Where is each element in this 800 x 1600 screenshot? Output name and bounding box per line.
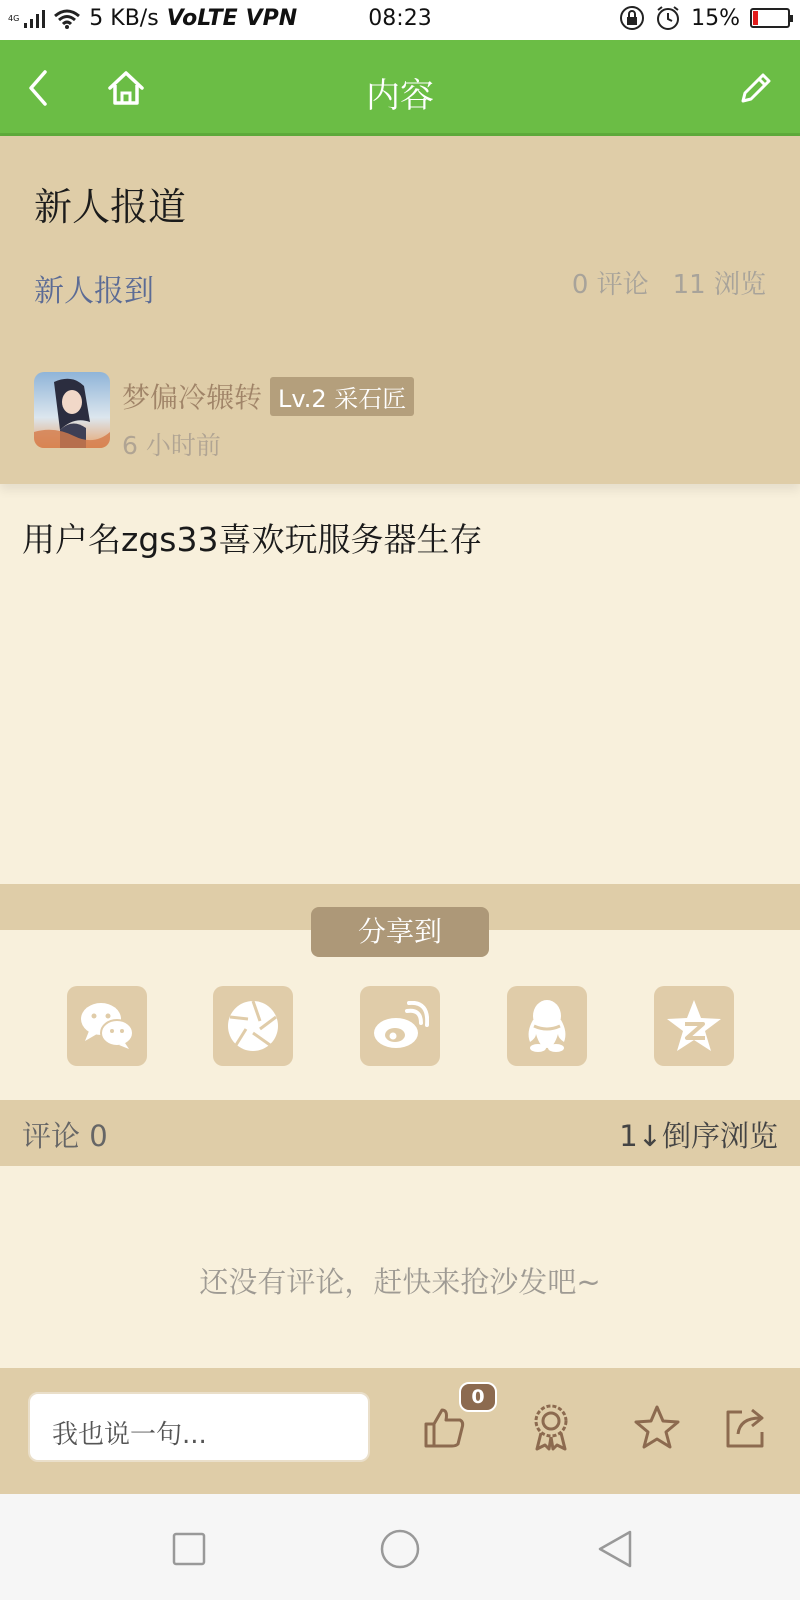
post-stats	[572, 264, 766, 301]
post-category-link[interactable]: 新人报到	[34, 274, 154, 309]
share-weibo-button[interactable]	[360, 986, 440, 1066]
comments-header	[0, 1100, 800, 1166]
wechat-icon	[79, 1001, 135, 1051]
edit-button[interactable]	[734, 66, 778, 110]
comments-count: 评论 0	[22, 1119, 108, 1153]
home-nav-button[interactable]	[375, 1524, 425, 1574]
qq-icon	[522, 998, 572, 1054]
system-nav-bar	[0, 1494, 800, 1600]
empty-comments-message: 还没有评论，赶快来抢沙发吧~	[199, 1265, 601, 1299]
post-time: 6 小时前	[122, 431, 221, 460]
post-title: 新人报道	[34, 185, 187, 229]
page-title: 内容	[366, 76, 434, 116]
network-type: 4G	[8, 14, 20, 23]
qzone-icon	[665, 998, 723, 1054]
network-speed: 5 KB/s	[89, 6, 159, 31]
share-wechat-button[interactable]	[67, 986, 147, 1066]
star-icon	[634, 1404, 680, 1450]
avatar-image	[34, 372, 110, 448]
favorite-button[interactable]	[632, 1402, 682, 1452]
author-row	[122, 376, 414, 416]
share-targets	[0, 986, 800, 1068]
reply-input[interactable]: 我也说一句...	[28, 1392, 370, 1462]
square-icon	[171, 1531, 207, 1567]
sort-toggle[interactable]: 1↓倒序浏览	[619, 1119, 778, 1153]
clock: 08:23	[368, 6, 432, 31]
battery-percent: 15%	[691, 5, 740, 31]
edit-icon	[737, 69, 775, 107]
level-badge: Lv.2 采石匠	[270, 377, 414, 416]
thumbs-up-icon	[422, 1404, 468, 1450]
like-count-badge: 0	[459, 1382, 497, 1412]
battery-icon	[750, 8, 790, 28]
share-moments-button[interactable]	[213, 986, 293, 1066]
alarm-icon	[655, 5, 681, 31]
rotation-lock-icon	[619, 5, 645, 31]
app-bar	[0, 40, 800, 136]
share-icon	[722, 1404, 768, 1450]
share-button[interactable]	[720, 1402, 770, 1452]
medal-icon	[529, 1403, 573, 1451]
status-bar	[0, 0, 800, 40]
triangle-back-icon	[596, 1529, 634, 1569]
avatar[interactable]	[34, 372, 110, 448]
action-bar	[0, 1368, 800, 1494]
vpn-indicator: VPN	[245, 6, 298, 31]
author-name[interactable]: 梦偏冷辗转	[122, 381, 263, 414]
volte-indicator: VoLTE	[166, 6, 238, 31]
share-label: 分享到	[311, 907, 489, 957]
view-count-stat: 11 浏览	[672, 270, 766, 300]
reward-button[interactable]	[526, 1402, 576, 1452]
post-body: 用户名zgs33喜欢玩服务器生存	[22, 520, 483, 559]
comment-count-stat: 0 评论	[571, 270, 649, 300]
share-qq-button[interactable]	[507, 986, 587, 1066]
back-nav-button[interactable]	[590, 1524, 640, 1574]
recents-button[interactable]	[164, 1524, 214, 1574]
share-qzone-button[interactable]	[654, 986, 734, 1066]
moments-icon	[226, 999, 280, 1053]
circle-icon	[379, 1528, 421, 1570]
battery-fill	[753, 11, 758, 25]
weibo-icon	[371, 1001, 429, 1051]
post-header	[0, 136, 800, 484]
